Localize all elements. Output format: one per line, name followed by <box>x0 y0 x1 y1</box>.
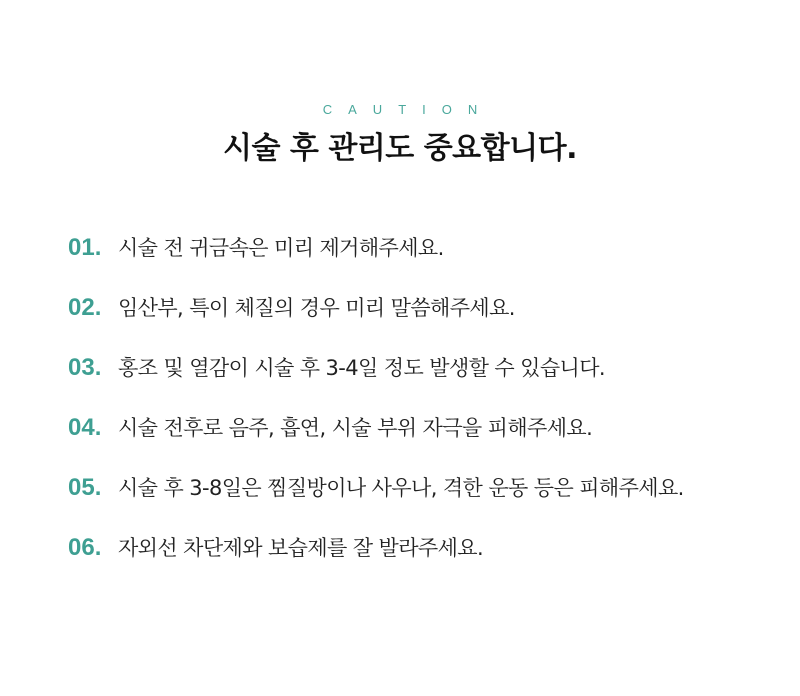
item-text: 시술 전 귀금속은 미리 제거해주세요. <box>118 236 444 260</box>
page-title: 시술 후 관리도 중요합니다. <box>222 131 577 166</box>
item-number: 05. <box>68 474 102 501</box>
item-text: 시술 전후로 음주, 흡연, 시술 부위 자극을 피해주세요. <box>118 416 593 440</box>
list-item <box>68 342 768 394</box>
item-number: 01. <box>68 234 102 261</box>
list-item <box>68 462 768 514</box>
item-text: 홍조 및 열감이 시술 후 3-4일 정도 발생할 수 있습니다. <box>118 356 605 380</box>
item-text: 시술 후 3-8일은 찜질방이나 사우나, 격한 운동 등은 피해주세요. <box>118 476 684 500</box>
item-number: 04. <box>68 414 102 441</box>
item-text: 임산부, 특이 체질의 경우 미리 말씀해주세요. <box>118 296 515 320</box>
item-number: 02. <box>68 294 102 321</box>
list-item <box>68 522 768 574</box>
list-item <box>68 402 768 454</box>
caution-label: CAUTION <box>322 102 494 117</box>
list-item <box>68 282 768 334</box>
item-text: 자외선 차단제와 보습제를 잘 발라주세요. <box>118 536 484 560</box>
caution-list <box>68 222 768 582</box>
item-number: 03. <box>68 354 102 381</box>
list-item <box>68 222 768 274</box>
item-number: 06. <box>68 534 102 561</box>
